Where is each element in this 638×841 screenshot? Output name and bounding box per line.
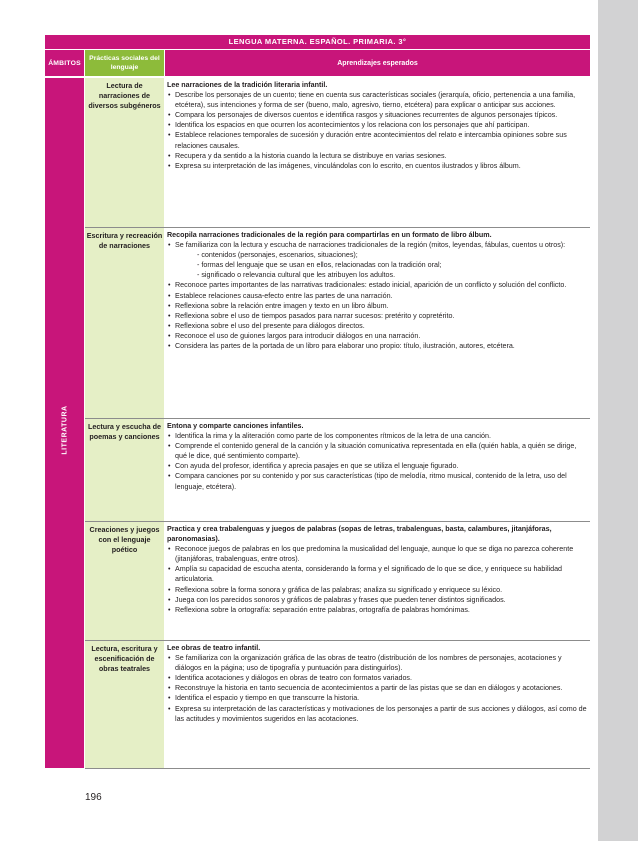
aprendizajes-cell [165,228,590,418]
aprendizaje-item: • Se familiariza con la organización gráfica de las obras de teatro (distribución de los nombres de personajes, acotaciones y diálogos en la página; uso de tipografía y puntuación para distinguirlos). [167,653,588,673]
aprendizaje-item: • Con ayuda del profesor, identifica y aprecia pasajes en que se utiliza el lenguaje figurado. [167,461,588,471]
aprendizaje-item: • Reflexiona sobre la forma sonora y gráfica de las palabras; analiza su significado y enriquece su léxico. [167,585,588,595]
aprendizaje-item: • Reflexiona sobre el uso de tiempos pasados para narrar sucesos: pretérito y copretérito. [167,311,588,321]
table-row [85,78,590,228]
practica-cell: Creaciones y juegos con el lenguaje poético [85,522,164,640]
page-number: 196 [85,792,102,803]
table-row [85,641,590,769]
aprendizaje-item: • Describe los personajes de un cuento; tiene en cuenta sus características sociales (jerarquía, oficio, pertenencia a una familia, etcétera), sus intenciones y forma de ser (bueno, malo, agresivo, tierno, etcétera) para explicar o anticipar sus acciones. [167,90,588,110]
aprendizaje-item: • Recupera y da sentido a la historia cuando la lectura se distribuye en varias sesiones. [167,151,588,161]
aprendizaje-item: • Se familiariza con la lectura y escucha de narraciones tradicionales de la región (mitos, leyendas, fábulas, cuentos u otros): [167,240,588,250]
aprendizajes-cell [165,419,590,521]
aprendizajes-cell [165,78,590,227]
aprendizaje-item: • Expresa su interpretación de las características y motivaciones de los personajes a partir de sus acciones y diálogos, así como de las actitudes y movimientos sugeridos en las acotaciones. [167,704,588,724]
aprendizaje-intro: Recopila narraciones tradicionales de la región para compartirlas en un formato de libro álbum. [167,231,492,239]
aprendizaje-item: • Reconoce partes importantes de las narrativas tradicionales: estado inicial, aparición de un conflicto y solución del conflicto. [167,280,588,290]
aprendizaje-intro: Lee obras de teatro infantil. [167,644,261,652]
ambito-label: LITERATURA [61,405,68,455]
aprendizajes-cell [165,522,590,640]
aprendizaje-item: • Identifica el espacio y tiempo en que transcurre la historia. [167,693,588,703]
aprendizaje-item: • Identifica la rima y la aliteración como parte de los componentes rítmicos de la letra de una canción. [167,431,588,441]
aprendizaje-item: • Expresa su interpretación de las imágenes, vinculándolas con lo escrito, en cuentos ilustrados y libros álbum. [167,161,588,171]
aprendizaje-intro: Practica y crea trabalenguas y juegos de palabras (sopas de letras, trabalenguas, basta, calambures, jitanjáforas, paronomasias). [167,525,552,544]
aprendizaje-item: • Reflexiona sobre el uso del presente para diálogos directos. [167,321,588,331]
aprendizaje-item: • Establece relaciones causa-efecto entre las partes de una narración. [167,291,588,301]
aprendizaje-item: • Compara canciones por su contenido y por sus características (tipo de melodía, ritmo musical, contenido de la letra, uso del lenguaje, etcétera). [167,471,588,491]
aprendizaje-list [167,240,588,351]
aprendizaje-list [167,544,588,615]
aprendizaje-item: • Identifica acotaciones y diálogos en obras de teatro con formatos variados. [167,673,588,683]
side-strip [598,0,638,841]
aprendizaje-list [167,431,588,492]
aprendizaje-intro: Lee narraciones de la tradición literaria infantil. [167,81,328,89]
table-row [85,228,590,419]
aprendizaje-subitem: - formas del lenguaje que se usan en ellos, relacionadas con la tradición oral; [197,261,442,270]
table-row [85,522,590,641]
aprendizaje-item: • Reconoce el uso de guiones largos para introducir diálogos en una narración. [167,331,588,341]
ambito-column [45,78,84,768]
aprendizaje-item: • Reconstruye la historia en tanto secuencia de acontecimientos a partir de las pistas que se dan en diálogos y acotaciones. [167,683,588,693]
table-header [45,50,590,76]
practica-cell: Lectura, escritura y escenificación de obras teatrales [85,641,164,768]
header-aprendizajes: Aprendizajes esperados [165,50,590,76]
aprendizajes-cell [165,641,590,768]
practica-cell: Escritura y recreación de narraciones [85,228,164,418]
aprendizaje-intro: Entona y comparte canciones infantiles. [167,422,304,430]
aprendizaje-item: • Amplía su capacidad de escucha atenta, considerando la forma y el significado de lo que se dice, y enriquece su habilidad articulatoria. [167,564,588,584]
aprendizaje-item: • Considera las partes de la portada de un libro para elaborar uno propio: título, ilustración, autores, etcétera. [167,341,588,351]
aprendizaje-item: • Identifica los espacios en que ocurren los acontecimientos y los relaciona con los personajes que ahí participan. [167,120,588,130]
practica-cell: Lectura de narraciones de diversos subgéneros [85,78,164,227]
aprendizaje-item: • Reflexiona sobre la relación entre imagen y texto en un libro álbum. [167,301,588,311]
aprendizaje-item: • Reflexiona sobre la ortografía: separación entre palabras, ortografía de palabras homónimas. [167,605,588,615]
aprendizaje-item: • Compara los personajes de diversos cuentos e identifica rasgos y situaciones recurrentes de algunos personajes típicos. [167,110,588,120]
page-title: LENGUA MATERNA. ESPAÑOL. PRIMARIA. 3° [45,35,590,49]
aprendizaje-item: • Reconoce juegos de palabras en los que predomina la musicalidad del lenguaje, aunque lo que se diga no parezca coherente (jitanjáforas, trabalenguas, entre otros). [167,544,588,564]
practica-cell: Lectura y escucha de poemas y canciones [85,419,164,521]
header-practicas: Prácticas sociales del lenguaje [85,50,164,76]
aprendizaje-item: • Comprende el contenido general de la canción y la situación comunicativa representada en ella (quién habla, a quién se dirige, qué le dice, qué sentimiento comparte). [167,441,588,461]
aprendizaje-list [167,90,588,171]
aprendizaje-item: • Establece relaciones temporales de sucesión y duración entre acontecimientos del relato e intercambia opiniones sobre sus relaciones causales. [167,130,588,150]
aprendizaje-item: • Juega con los parecidos sonoros y gráficos de palabras y frases que pueden tener distintos significados. [167,595,588,605]
aprendizaje-subitem: - significado o relevancia cultural que les atribuyen los adultos. [197,271,396,280]
header-ambitos: ÁMBITOS [45,50,84,76]
table-row [85,419,590,522]
aprendizaje-subitem: - contenidos (personajes, escenarios, situaciones); [197,251,358,260]
aprendizaje-list [167,653,588,724]
